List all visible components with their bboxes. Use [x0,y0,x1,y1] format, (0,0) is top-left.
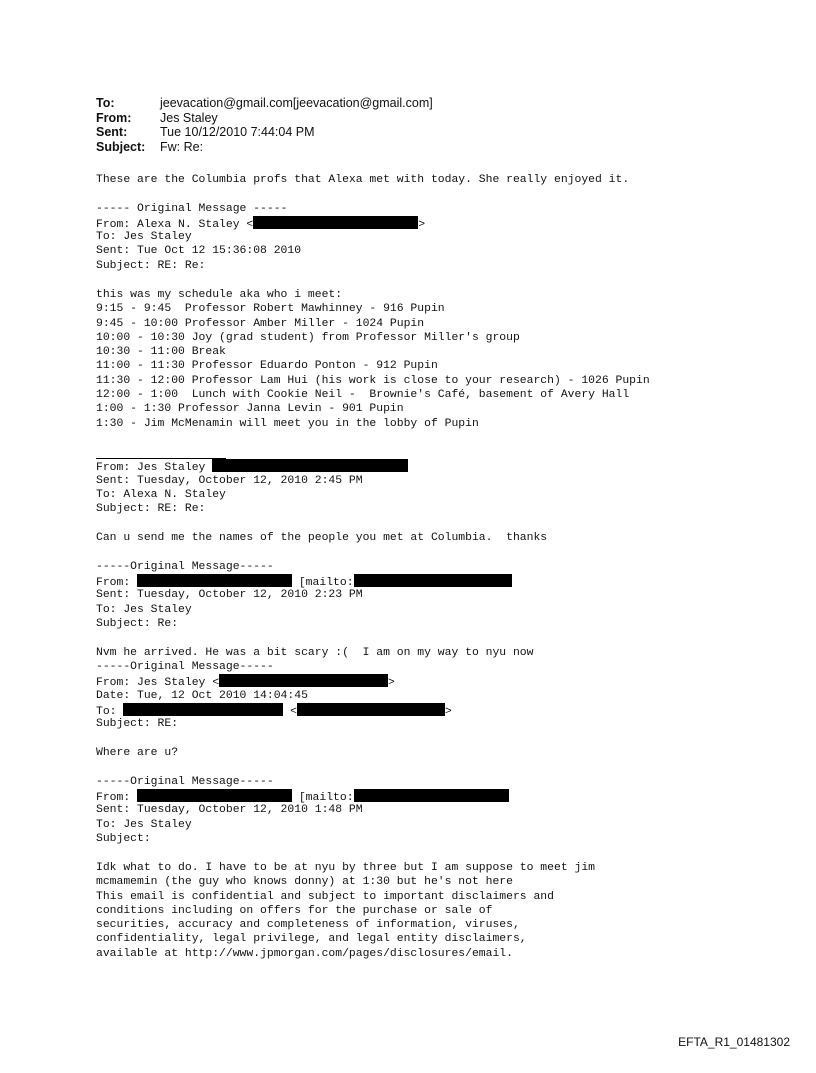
msg2-from-line [96,459,408,475]
msg4-to-mid: < [283,706,298,718]
msg3-mailto: [mailto: [292,577,354,589]
redaction-box [219,674,388,687]
redaction-box [354,789,509,802]
header-sent-row [96,125,433,140]
msg2-to: To: Alexa N. Staley [96,489,226,501]
msg3-from-prefix: From: [96,577,138,589]
msg3-to: To: Jes Staley [96,604,192,616]
msg2-sent: Sent: Tuesday, October 12, 2010 2:45 PM [96,475,363,487]
msg4-divider: -----Original Message----- [96,661,274,673]
msg5-sent: Sent: Tuesday, October 12, 2010 1:48 PM [96,804,363,816]
msg1-body: this was my schedule aka who i meet: 9:15 - 9:45 Professor Robert Mawhinney - 916 Pupin 9:45 - 10:00 Professor Amber Miller - 1024 Pupin 10:00 - 10:30 Joy (grad student) from Professor Miller's group 10:30 - 11:00 Break 11:00 - 11:30 Professor Eduardo Ponton - 912 Pupin 11:30 - 12:00 Professor Lam Hui (his work is close to your research) - 1026 Pupin 12:00 - 1:00 Lunch with Cookie Neil - Brownie's Café, basement of Avery Hall 1:00 - 1:30 Professor Janna Levin - 901 Pupin 1:30 - Jim McMenamin will meet you in the lobby of Pupin [96,289,650,430]
msg1-subject: Subject: RE: Re: [96,260,206,272]
msg3-subject: Subject: Re: [96,618,179,630]
redaction-box [253,216,418,229]
msg5-from-prefix: From: [96,792,138,804]
msg3-divider: -----Original Message----- [96,561,274,573]
header-from-label: From: [96,110,132,125]
redaction-box [137,789,292,802]
msg4-from-prefix: From: Jes Staley < [96,677,220,689]
msg4-body: Where are u? [96,747,179,759]
msg4-to-prefix: To: [96,706,124,718]
email-header [96,96,433,154]
intro-text: These are the Columbia profs that Alexa met with today. She really enjoyed it. [96,174,630,186]
redaction-box [212,459,408,472]
header-sent-label: Sent: [96,125,128,139]
msg5-body: Idk what to do. I have to be at nyu by three but I am suppose to meet jim mcmamemin (the guy who knows donny) at 1:30 but he's not here This email is confidential and subject to important disclaimers and conditions including on offers for the purchase or sale of securities, accuracy and completeness of information, viruses, confidentiality, legal privilege, and legal entity disclaimers, available at http://www.jpmorgan.com/pages/disclosures/email. [96,862,595,960]
header-to-row [96,96,433,111]
msg4-from-line [96,674,395,690]
msg4-from-suffix: > [388,677,395,689]
msg1-to: To: Jes Staley [96,231,192,243]
redaction-box [354,574,512,587]
msg1-divider: ----- Original Message ----- [96,203,288,215]
msg1-from-suffix: > [418,219,426,231]
header-sent-value: Tue 10/12/2010 7:44:04 PM [160,125,315,139]
msg1-from-prefix: From: Alexa N. Staley < [96,219,254,231]
header-from-row [96,111,433,126]
msg4-date: Date: Tue, 12 Oct 2010 14:04:45 [96,690,308,702]
msg4-subject: Subject: RE: [96,718,179,730]
msg2-from-prefix: From: Jes Staley [96,462,213,474]
msg5-subject: Subject: [96,833,151,845]
msg3-sent: Sent: Tuesday, October 12, 2010 2:23 PM [96,589,363,601]
header-from-value: Jes Staley [160,110,218,125]
document-id: EFTA_R1_01481302 [678,1035,790,1049]
header-to-value: jeevacation@gmail.com[jeevacation@gmail.com] [160,96,433,110]
msg1-sent: Sent: Tue Oct 12 15:36:08 2010 [96,245,302,257]
msg4-to-suffix: > [445,706,452,718]
msg5-mailto: [mailto: [292,792,354,804]
header-to-label: To: [96,96,115,110]
header-subject-label: Subject: [96,139,146,154]
msg2-body: Can u send me the names of the people you met at Columbia. thanks [96,532,548,544]
msg2-subject: Subject: RE: Re: [96,503,206,515]
redaction-box [297,703,445,716]
redaction-box [137,574,292,587]
header-subject-row [96,140,433,155]
redaction-box [123,703,283,716]
msg5-divider: -----Original Message----- [96,776,274,788]
msg5-to: To: Jes Staley [96,819,192,831]
header-subject-value: Fw: Re: [160,139,204,154]
msg3-body: Nvm he arrived. He was a bit scary :( I am on my way to nyu now [96,647,534,659]
